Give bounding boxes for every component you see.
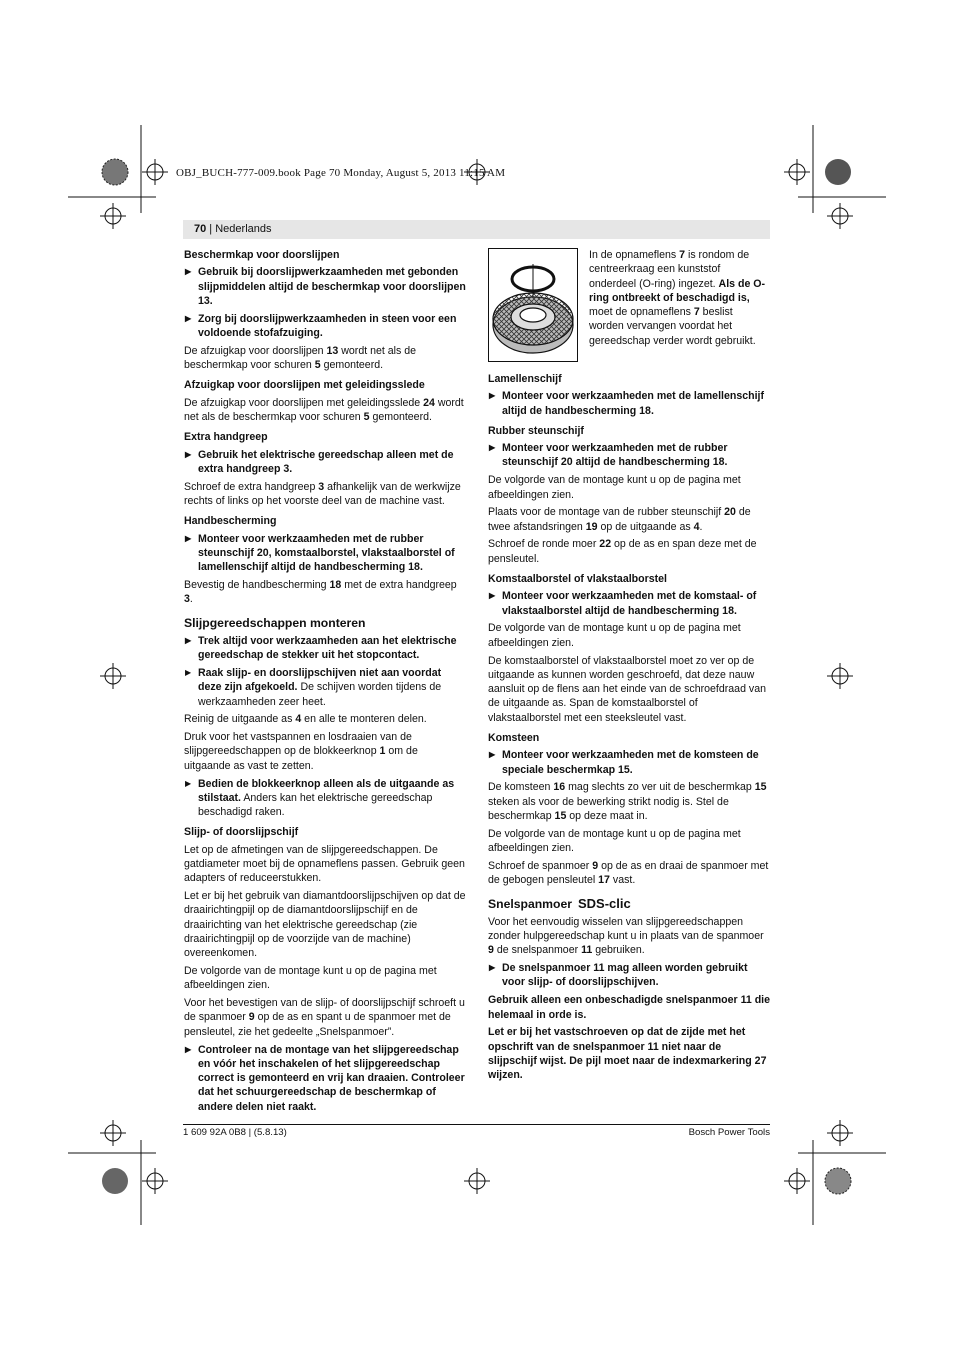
paragraph: Reinig de uitgaande as 4 en alle te monteren delen. bbox=[184, 713, 427, 726]
paragraph: De komstaalborstel of vlakstaalborstel moet zo ver op de uitgaande as kunnen worden geschroefd, dat deze nauw aansluit op de flens aan het einde van de schroefdraad van de uitgaande as. Span de komstaalborstel of vlakstaalborstel met een steeksleutel vast. bbox=[488, 654, 766, 724]
paragraph: Gebruik alleen een onbeschadigde snelspanmoer 11 die helemaal in orde is. bbox=[488, 994, 771, 1021]
paragraph: Voor het bevestigen van de slijp- of doorslijpschijf schroeft u de spanmoer 9 op de as en spant u de spanmoer met de pensleutel, zie het gedeelte „Snelspanmoer”. bbox=[184, 997, 465, 1038]
paragraph: Schroef de spanmoer 9 op de as en draai de spanmoer met de gebogen pensleutel 17 vast. bbox=[488, 859, 769, 887]
page-footer bbox=[183, 1124, 770, 1138]
section-heading: Lamellenschijf bbox=[488, 373, 562, 385]
warning-item: ▶ Gebruik het elektrische gereedschap alleen met de extra handgreep 3. bbox=[184, 448, 466, 477]
paragraph: Let er bij het vastschroeven op dat de zijde met het opschrift van de snelspanmoer 11 niet naar de slijpschijf wijst. De pijl moet naar de indexmarkering 27 wijzen. bbox=[488, 1026, 767, 1082]
page-header bbox=[183, 220, 770, 239]
paragraph: De afzuigkap voor doorslijpen 13 wordt net als de beschermkap voor schuren 5 gemonteerd. bbox=[184, 344, 417, 372]
sds-clic-logo: SDS-clic bbox=[578, 895, 631, 911]
paragraph: De volgorde van de montage kunt u op de pagina met afbeeldingen zien. bbox=[488, 827, 741, 855]
warning-item: ▶ Bedien de blokkeerknop alleen als de uitgaande as stilstaat. Anders kan het elektrische gereedschap beschadigd raken. bbox=[184, 777, 466, 820]
flange-o-ring-icon bbox=[489, 249, 577, 361]
paragraph: Let op de afmetingen van de slijpgereedschappen. De gatdiameter moet bij de opnameflens passen. Gebruik geen adapters of reduceerstukken. bbox=[184, 843, 465, 885]
section-heading: Beschermkap voor doorslijpen bbox=[184, 249, 340, 261]
paragraph: Schroef de ronde moer 22 op de as en span deze met de pensleutel. bbox=[488, 538, 757, 565]
left-column bbox=[184, 248, 466, 1118]
page-number: 70 bbox=[194, 223, 207, 235]
paragraph: De afzuigkap voor doorslijpen met geleidingsslede 24 wordt net als de beschermkap voor schuren 5 gemonteerd. bbox=[184, 396, 464, 423]
footer-brand: Bosch Power Tools bbox=[688, 1127, 770, 1138]
warning-item: ▶ Zorg bij doorslijpwerkzaamheden in steen voor een voldoende stofafzuiging. bbox=[184, 312, 466, 341]
header-separator: | bbox=[206, 223, 216, 235]
header-language: Nederlands bbox=[215, 223, 272, 235]
warning-item: ▶ Monteer voor werkzaamheden met de lamellenschijf altijd de handbescherming 18. bbox=[488, 389, 770, 418]
flange-illustration bbox=[488, 248, 578, 362]
section-title: Snelspanmoer SDS-clic bbox=[488, 895, 631, 911]
paragraph: Schroef de extra handgreep 3 afhankelijk van de werkwijze rechts of links op het voorste deel van de machine vast. bbox=[184, 480, 461, 507]
paragraph: Plaats voor de montage van de rubber steunschijf 20 de twee afstandsringen 19 op de uitgaande as 4. bbox=[488, 506, 751, 533]
paragraph: De komsteen 16 mag slechts zo ver uit de beschermkap 15 steken als voor de bewerking strikt nodig is. Stel de beschermkap 15 op deze maat in. bbox=[488, 781, 767, 823]
warning-item: ▶ Trek altijd voor werkzaamheden aan het elektrische gereedschap de stekker uit het stopcontact. bbox=[184, 634, 466, 663]
paragraph: Druk voor het vastspannen en losdraaien van de slijpgereedschappen op de blokkeerknop 1 om de uitgaande as vast te zetten. bbox=[184, 731, 418, 772]
footer-doc-number: 1 609 92A 0B8 | (5.8.13) bbox=[183, 1127, 287, 1138]
warning-item: ▶ Gebruik bij doorslijpwerkzaamheden met gebonden slijpmiddelen altijd de beschermkap voor doorslijpen 13. bbox=[184, 265, 466, 308]
warning-item: ▶ Monteer voor werkzaamheden met de komstaal- of vlakstaalborstel altijd de handbescherming 18. bbox=[488, 589, 770, 618]
o-ring-figure bbox=[488, 248, 770, 362]
paragraph: Let er bij het gebruik van diamantdoorslijpschijven op dat de draairichtingpijl op de diamantdoorslijpschijf en de draairichting van het elektrische gereedschap (zie draairichtingpijl op de voorzijde van de machine) overeenkomen. bbox=[184, 890, 466, 960]
o-ring-text: In de opnameflens 7 is rondom de centreerkraag een kunststof onderdeel (O-ring) ingezet. Als de O-ring ontbreekt of beschadigd is, moet de opnameflens 7 beslist worden vervangen voordat het gereedschap verder wordt gebruikt. bbox=[589, 249, 766, 347]
section-heading: Handbescherming bbox=[184, 515, 277, 528]
section-heading: Afzuigkap voor doorslijpen met geleidingsslede bbox=[184, 379, 425, 392]
section-heading: Slijp- of doorslijpschijf bbox=[184, 826, 299, 839]
warning-item: ▶ Monteer voor werkzaamheden met de komsteen de speciale beschermkap 15. bbox=[488, 748, 770, 777]
section-heading: Extra handgreep bbox=[184, 431, 268, 444]
warning-item: ▶ De snelspanmoer 11 mag alleen worden gebruikt voor slijp- of doorslijpschijven. bbox=[488, 961, 770, 990]
warning-item: ▶ Monteer voor werkzaamheden met de rubber steunschijf 20 altijd de handbescherming 18. bbox=[488, 441, 770, 470]
paragraph: De volgorde van de montage kunt u op de pagina met afbeeldingen zien. bbox=[488, 474, 741, 501]
paragraph: Bevestig de handbescherming 18 met de extra handgreep 3. bbox=[184, 578, 457, 606]
section-title: Slijpgereedschappen monteren bbox=[184, 615, 366, 630]
section-heading: Komsteen bbox=[488, 732, 540, 745]
warning-item: ▶ Controleer na de montage van het slijpgereedschap en vóór het inschakelen of het slijpgereedschap correct is gemonteerd en vrij kan draaien. Controleer dat het schuurgereedschap de beschermkap of andere delen niet raakt. bbox=[184, 1043, 466, 1114]
paragraph: De volgorde van de montage kunt u op de pagina met afbeeldingen zien. bbox=[488, 622, 741, 649]
section-heading: Rubber steunschijf bbox=[488, 424, 584, 437]
right-column bbox=[488, 248, 770, 1086]
print-slug: OBJ_BUCH-777-009.book Page 70 Monday, August 5, 2013 11:15 AM bbox=[176, 167, 506, 179]
paragraph: Voor het eenvoudig wisselen van slijpgereedschappen zonder hulpgereedschap kunt u in plaats van de spanmoer 9 de snelspanmoer 11 gebruiken. bbox=[488, 915, 764, 957]
warning-item: ▶ Monteer voor werkzaamheden met de rubber steunschijf 20, komstaalborstel, vlakstaalborstel of lamellenschijf altijd de handbescherming 18. bbox=[184, 532, 466, 575]
warning-item: ▶ Raak slijp- en doorslijpschijven niet aan voordat deze zijn afgekoeld. De schijven worden tijdens de werkzaamheden zeer heet. bbox=[184, 666, 466, 709]
section-heading: Komstaalborstel of vlakstaalborstel bbox=[488, 573, 667, 586]
paragraph: De volgorde van de montage kunt u op de pagina met afbeeldingen zien. bbox=[184, 965, 437, 992]
